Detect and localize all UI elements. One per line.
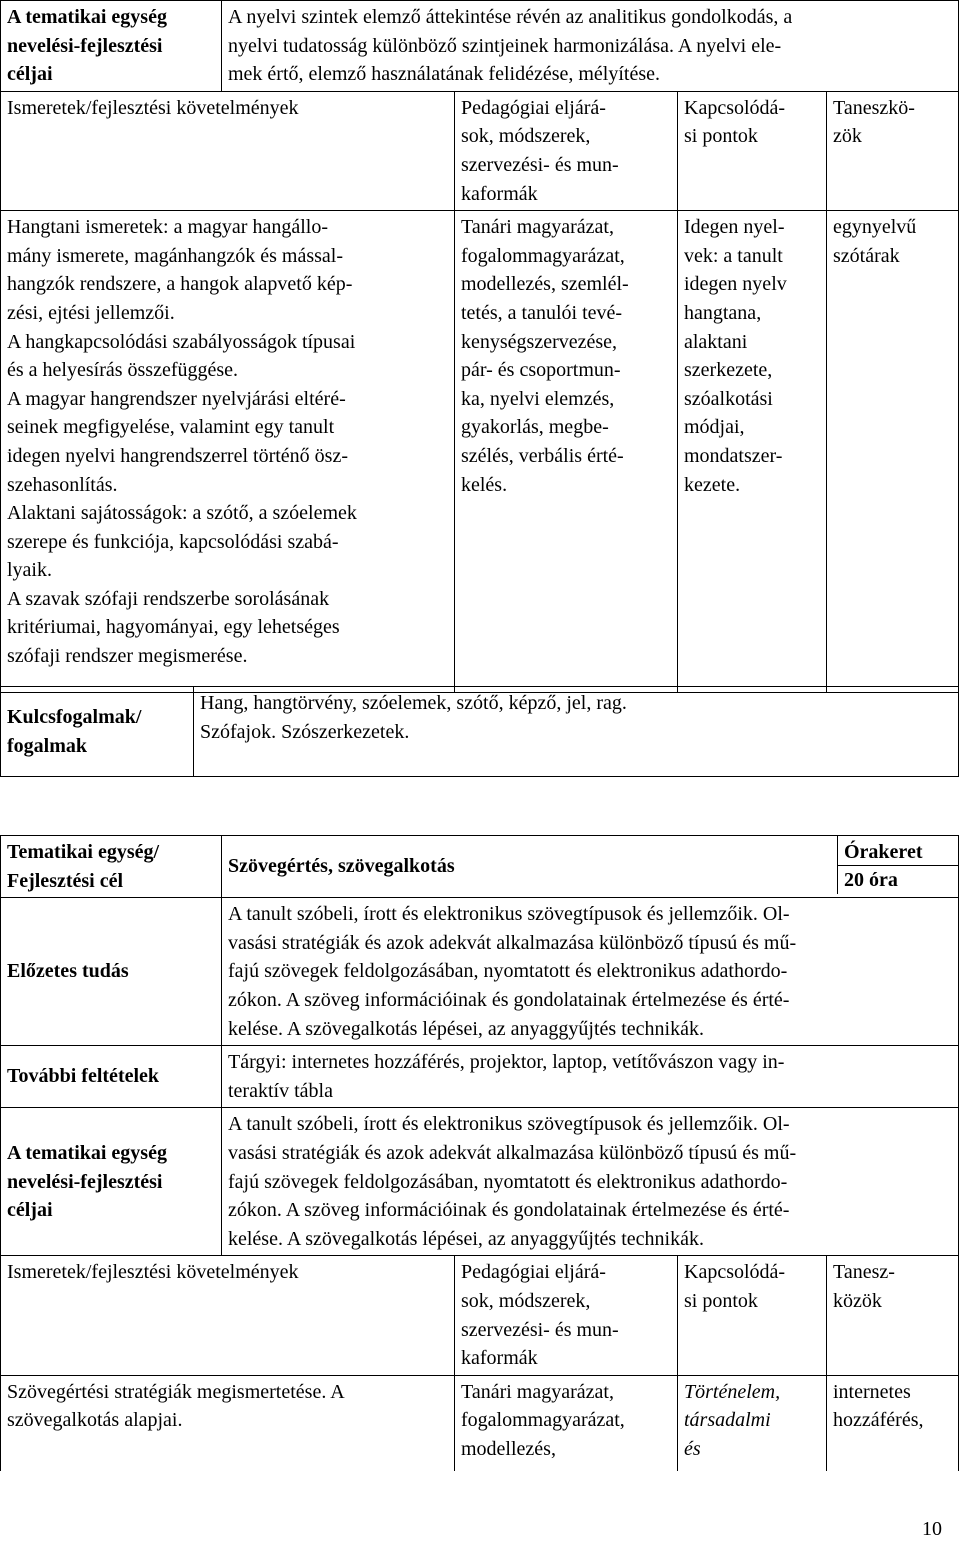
text-line: egynyelvű [833, 216, 917, 239]
text-line: mek értő, elemző használatának felidézése, mélyítése. [228, 63, 661, 86]
text-line: kelése. A szövegalkotás lépései, az anyaggyűjtés technikák. [228, 1017, 704, 1040]
requirements-content-2 [1, 1375, 455, 1471]
text-line: A hangkapcsolódási szabályosságok típusai [7, 330, 356, 353]
requirements-content [1, 211, 455, 693]
text-line: és a helyesírás összefüggése. [7, 359, 239, 382]
text-line: ka, nyelvi elemzés, [461, 387, 615, 410]
key-concepts-text [194, 687, 959, 777]
text-line: szótárak [833, 244, 900, 267]
text-line: Pedagógiai eljárá- [461, 96, 606, 119]
text-line: A magyar hangrendszer nyelvjárási eltéré- [7, 387, 346, 410]
text-line: A nyelvi szintek elemző áttekintése révén az analitikus gondolkodás, a [228, 6, 793, 28]
text-line: szervezési- és mun- [461, 153, 619, 176]
text-line: zókon. A szöveg információinak és gondolatainak értelmezése és érté- [228, 988, 790, 1011]
text-line: pár- és csoportmun- [461, 359, 621, 382]
text-line: kezete. [684, 473, 741, 496]
text-line: A szavak szófaji rendszerbe sorolásának [7, 587, 330, 610]
text-line: kaformák [461, 182, 538, 205]
text-line: A tematikai egység [7, 1141, 167, 1164]
text-line: szövegalkotás alapjai. [7, 1409, 183, 1432]
text-line: kaformák [461, 1347, 538, 1370]
text-line: Tanári magyarázat, [461, 216, 614, 239]
text-line: lyaik. [7, 559, 52, 582]
connections-content-2 [678, 1375, 827, 1471]
prior-knowledge-label: Előzetes tudás [1, 898, 222, 1046]
header-tools [827, 91, 959, 210]
methods-content-2 [455, 1375, 678, 1471]
text-line: szerkezete, [684, 359, 773, 382]
header-requirements-2 [1, 1256, 455, 1375]
text-line: alaktani [684, 330, 748, 353]
text-line: vek: a tanult [684, 244, 783, 267]
unit-label [1, 836, 222, 898]
text-line: mondatszer- [684, 444, 783, 467]
text-line: nevelési-fejlesztési [7, 34, 163, 57]
text-line: Hangtani ismeretek: a magyar hangállo- [7, 216, 328, 239]
text-line: zök [833, 125, 862, 148]
further-conditions-label: További feltételek [1, 1046, 222, 1108]
header-connections-2 [678, 1256, 827, 1375]
text-line: si pontok [684, 125, 758, 148]
text-line: módjai, [684, 416, 745, 439]
text-line: seinek megfigyelése, valamint egy tanult [7, 416, 335, 439]
text-line: hozzáférés, [833, 1409, 924, 1432]
text-line: nevelési-fejlesztési [7, 1170, 163, 1193]
text-line: tetés, a tanulói tevé- [461, 301, 623, 324]
goals-text-2 [222, 1108, 959, 1256]
text-line: céljai [7, 63, 53, 86]
text-line: modellezés, szemlél- [461, 273, 629, 296]
hours-value: 20 óra [838, 865, 958, 895]
text-line: Tanesz- [833, 1261, 895, 1284]
goals-text [222, 1, 959, 92]
text-line: idegen nyelvi hangrendszerrel történő ösz- [7, 444, 348, 467]
unit-title: Szövegértés, szövegalkotás [228, 855, 455, 877]
tools-content [827, 211, 959, 693]
text-line: A tanult szóbeli, írott és elektronikus szövegtípusok és jellemzőik. Ol- [228, 1113, 790, 1136]
text-line: Tanári magyarázat, [461, 1380, 614, 1403]
further-conditions-text [222, 1046, 959, 1108]
text-line: vasási stratégiák és azok adekvát alkalmazása különböző típusú és mű- [228, 931, 797, 954]
text-line: szófaji rendszer megismerése. [7, 645, 248, 668]
text-line: sok, módszerek, [461, 125, 591, 148]
text-line: kelés. [461, 473, 508, 496]
text-line: Alaktani sajátosságok: a szótő, a szóelemek [7, 502, 357, 525]
text-line: hangtana, [684, 301, 762, 324]
text-line: közök [833, 1289, 882, 1312]
text-line: Pedagógiai eljárá- [461, 1261, 606, 1284]
text-line: modellezés, [461, 1437, 556, 1460]
text-line: szerepe és funkciója, kapcsolódási szabá- [7, 530, 339, 553]
goals-label-2 [1, 1108, 222, 1256]
text-line: Ismeretek/fejlesztési követelmények [7, 1261, 299, 1284]
unit-title-cell [222, 836, 959, 898]
text-line: Történelem, [684, 1380, 781, 1403]
text-line: Szófajok. Szószerkezetek. [200, 720, 410, 743]
text-line: zókon. A szöveg információinak és gondolatainak értelmezése és érté- [228, 1199, 790, 1222]
header-methods [455, 91, 678, 210]
header-connections [678, 91, 827, 210]
goals-label [1, 1, 222, 92]
header-tools-2 [827, 1256, 959, 1375]
text-line: Fejlesztési cél [7, 869, 124, 892]
text-line: hangzók rendszere, a hangok alapvető kép- [7, 273, 353, 296]
text-line: fogalmak [7, 734, 87, 757]
text-line: Tárgyi: internetes hozzáférés, projektor, laptop, vetítővászon vagy in- [228, 1051, 785, 1074]
text-line: Idegen nyel- [684, 216, 785, 239]
text-line: A tematikai egység [7, 6, 167, 28]
text-line: Ismeretek/fejlesztési követelmények [7, 96, 299, 119]
text-line: fajú szövegek feldolgozásában, nyomtatott és elektronikus adathordo- [228, 960, 788, 983]
text-line: teraktív tábla [228, 1079, 333, 1102]
methods-content [455, 211, 678, 693]
table-key-concepts [0, 686, 959, 777]
text-line: mány ismerete, magánhangzók és mással- [7, 244, 343, 267]
text-line: zési, ejtési jellemzői. [7, 301, 175, 324]
text-line: szóalkotási [684, 387, 773, 410]
text-line: A tanult szóbeli, írott és elektronikus szövegtípusok és jellemzőik. Ol- [228, 903, 790, 926]
connections-content [678, 211, 827, 693]
text-line: gyakorlás, megbe- [461, 416, 609, 439]
text-line: szervezési- és mun- [461, 1318, 619, 1341]
text-line: fajú szövegek feldolgozásában, nyomtatott és elektronikus adathordo- [228, 1170, 788, 1193]
text-line: fogalommagyarázat, [461, 244, 625, 267]
text-line: társadalmi [684, 1409, 771, 1432]
text-line: internetes [833, 1380, 911, 1403]
text-line: kenységszervezése, [461, 330, 618, 353]
text-line: Kapcsolódá- [684, 96, 786, 119]
header-requirements [1, 91, 455, 210]
hours-label: Órakeret [844, 841, 923, 863]
table-unit-2 [0, 835, 959, 1471]
text-line: Taneszkö- [833, 96, 915, 119]
text-line: kelése. A szövegalkotás lépései, az anyaggyűjtés technikák. [228, 1227, 704, 1250]
text-line: kritériumai, hagyományai, egy lehetséges [7, 616, 340, 639]
text-line: Hang, hangtörvény, szóelemek, szótő, képző, jel, rag. [200, 692, 627, 714]
text-line: fogalommagyarázat, [461, 1409, 625, 1432]
text-line: szélés, verbális érté- [461, 444, 624, 467]
text-line: sok, módszerek, [461, 1289, 591, 1312]
text-line: idegen nyelv [684, 273, 787, 296]
text-line: Kulcsfogalmak/ [7, 705, 142, 728]
text-line: és [684, 1437, 701, 1460]
prior-knowledge-text [222, 898, 959, 1046]
text-line: nyelvi tudatosság különböző szintjeinek harmonizálása. A nyelvi ele- [228, 34, 782, 57]
text-line: céljai [7, 1199, 53, 1222]
text-line: si pontok [684, 1289, 758, 1312]
text-line: Kapcsolódá- [684, 1261, 786, 1284]
key-concepts-label [1, 687, 194, 777]
page-number: 10 [922, 1518, 942, 1540]
text-line: Szövegértési stratégiák megismertetése. A [7, 1380, 345, 1403]
text-line: szehasonlítás. [7, 473, 118, 496]
header-methods-2 [455, 1256, 678, 1375]
table-unit-1 [0, 0, 959, 693]
text-line: vasási stratégiák és azok adekvát alkalmazása különböző típusú és mű- [228, 1141, 797, 1164]
tools-content-2 [827, 1375, 959, 1471]
text-line: Tematikai egység/ [7, 841, 160, 863]
